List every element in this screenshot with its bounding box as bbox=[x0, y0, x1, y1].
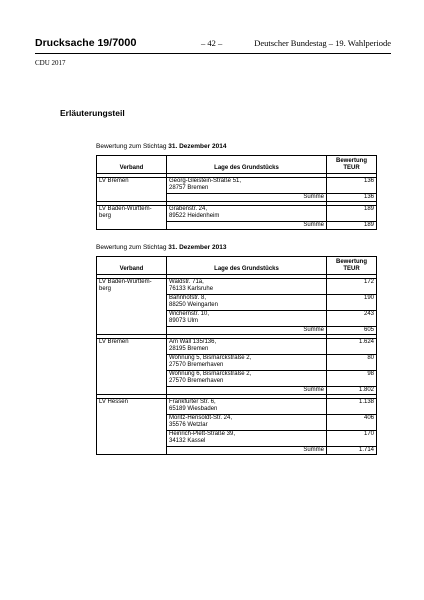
verband-line1: LV Bremen bbox=[99, 339, 129, 345]
table2-col-verband: Verband bbox=[97, 257, 167, 275]
lage-line2: 27570 Bremerhaven bbox=[169, 378, 224, 384]
table2-value: 80 bbox=[327, 355, 377, 371]
lage-line1: Moritz-Hensoldt-Str. 24, bbox=[169, 415, 233, 421]
verband-line1: LV Hessen bbox=[99, 399, 128, 405]
lage-line2: 76133 Karlsruhe bbox=[169, 286, 214, 292]
table2-value: 190 bbox=[327, 295, 377, 311]
verband-line1: LV Baden-Württem- bbox=[99, 206, 152, 212]
table1-row2-verband bbox=[97, 206, 167, 230]
lage-line2: 27570 Bremerhaven bbox=[169, 362, 224, 368]
table2-value: 170 bbox=[327, 431, 377, 447]
table1-row1-value: 136 bbox=[327, 178, 377, 194]
table2-lage bbox=[167, 311, 327, 327]
sum-label: Summe bbox=[167, 222, 327, 230]
sum-label: Summe bbox=[167, 327, 327, 335]
lage-line2: 89073 Ulm bbox=[169, 318, 199, 324]
document-number bbox=[35, 37, 137, 49]
table1-col-bewertung-line1: Bewertung bbox=[335, 158, 367, 164]
sum-value: 136 bbox=[327, 194, 377, 202]
table1-row2-value: 189 bbox=[327, 206, 377, 222]
sum-value: 605 bbox=[327, 327, 377, 335]
table-row bbox=[97, 178, 377, 194]
table2-lage bbox=[167, 339, 327, 355]
table-row bbox=[97, 399, 377, 415]
parliament-period: Deutscher Bundestag – 19. Wahlperiode bbox=[254, 38, 391, 48]
lage-line2: 88250 Weingarten bbox=[169, 302, 218, 308]
table1-caption-date: 31. Dezember 2014 bbox=[168, 143, 227, 150]
lage-line1: Frankfurter Str. 6, bbox=[169, 399, 216, 405]
table1-col-bewertung bbox=[327, 156, 377, 174]
verband-line2: berg bbox=[99, 286, 112, 292]
table2-value: 1.138 bbox=[327, 399, 377, 415]
table2-col-bewertung-line2: TEUR bbox=[343, 266, 360, 272]
table1-col-bewertung-line2: TEUR bbox=[343, 165, 360, 171]
table2-lage bbox=[167, 295, 327, 311]
table-row bbox=[97, 206, 377, 222]
lage-line2: 35576 Wetzlar bbox=[169, 422, 208, 428]
lage-line1: Grabenstr. 24, bbox=[169, 206, 208, 212]
table2-lage bbox=[167, 415, 327, 431]
table2-verband bbox=[97, 339, 167, 395]
table-row bbox=[97, 279, 377, 295]
lage-line2: 89522 Heidenheim bbox=[169, 213, 220, 219]
table1-caption-prefix: Bewertung zum Stichtag bbox=[96, 143, 169, 150]
table2-caption bbox=[96, 244, 226, 251]
sum-label: Summe bbox=[167, 387, 327, 395]
table1-row1-verband bbox=[97, 178, 167, 202]
table2-col-bewertung-line1: Bewertung bbox=[335, 259, 367, 265]
table2-lage bbox=[167, 371, 327, 387]
table2-lage bbox=[167, 431, 327, 447]
table2-value: 406 bbox=[327, 415, 377, 431]
lage-line1: Georg-Gleistein-Straße 51, bbox=[169, 178, 242, 184]
table1-caption bbox=[96, 143, 226, 150]
lage-line2: 28195 Bremen bbox=[169, 346, 209, 352]
verband-line1: LV Baden-Württem- bbox=[99, 279, 152, 285]
table2-value: 172 bbox=[327, 279, 377, 295]
sum-value: 189 bbox=[327, 222, 377, 230]
lage-line1: Bahnhofstr. 8, bbox=[169, 295, 207, 301]
lage-line1: Wohnung 5, Bismarckstraße 2, bbox=[169, 355, 252, 361]
verband-line2: berg bbox=[99, 213, 112, 219]
table2 bbox=[96, 256, 377, 455]
table2-value: 98 bbox=[327, 371, 377, 387]
lage-line2: 34132 Kassel bbox=[169, 438, 206, 444]
party-label: CDU 2017 bbox=[35, 59, 66, 67]
sum-value: 1.802 bbox=[327, 387, 377, 395]
table1-col-verband: Verband bbox=[97, 156, 167, 174]
table1-row1-lage bbox=[167, 178, 327, 194]
table2-col-bewertung bbox=[327, 257, 377, 275]
sum-value: 1.714 bbox=[327, 447, 377, 455]
sum-label: Summe bbox=[167, 447, 327, 455]
page-number: – 42 – bbox=[201, 38, 223, 48]
section-title: Erläuterungsteil bbox=[60, 108, 125, 118]
lage-line2: 65189 Wiesbaden bbox=[169, 406, 218, 412]
table2-lage bbox=[167, 399, 327, 415]
lage-line2: 28757 Bremen bbox=[169, 185, 209, 191]
table2-caption-date: 31. Dezember 2013 bbox=[168, 244, 227, 251]
table2-header-row bbox=[97, 257, 377, 275]
sum-label: Summe bbox=[167, 194, 327, 202]
table2-col-lage: Lage des Grundstücks bbox=[167, 257, 327, 275]
lage-line1: Waldstr. 71a, bbox=[169, 279, 204, 285]
table2-verband bbox=[97, 279, 167, 335]
table2-value: 1.624 bbox=[327, 339, 377, 355]
table1 bbox=[96, 155, 377, 230]
document-number-value: 7000 bbox=[112, 37, 137, 49]
table1-header-row bbox=[97, 156, 377, 174]
page-header bbox=[35, 37, 391, 51]
table2-lage bbox=[167, 355, 327, 371]
table2-caption-prefix: Bewertung zum Stichtag bbox=[96, 244, 169, 251]
document-label: Drucksache 19/ bbox=[35, 37, 113, 49]
lage-line1: Wohnung 6, Bismarckstraße 2, bbox=[169, 371, 252, 377]
table1-row2-lage bbox=[167, 206, 327, 222]
lage-line1: Heinrich-Plett-Straße 39, bbox=[169, 431, 236, 437]
lage-line1: Am Wall 135/136, bbox=[169, 339, 217, 345]
table2-verband bbox=[97, 399, 167, 455]
table2-lage bbox=[167, 279, 327, 295]
table-row bbox=[97, 339, 377, 355]
table2-value: 243 bbox=[327, 311, 377, 327]
verband-line1: LV Bremen bbox=[99, 178, 129, 184]
table1-col-lage: Lage des Grundstücks bbox=[167, 156, 327, 174]
lage-line1: Wichernstr. 10, bbox=[169, 311, 210, 317]
header-rule bbox=[35, 53, 391, 54]
